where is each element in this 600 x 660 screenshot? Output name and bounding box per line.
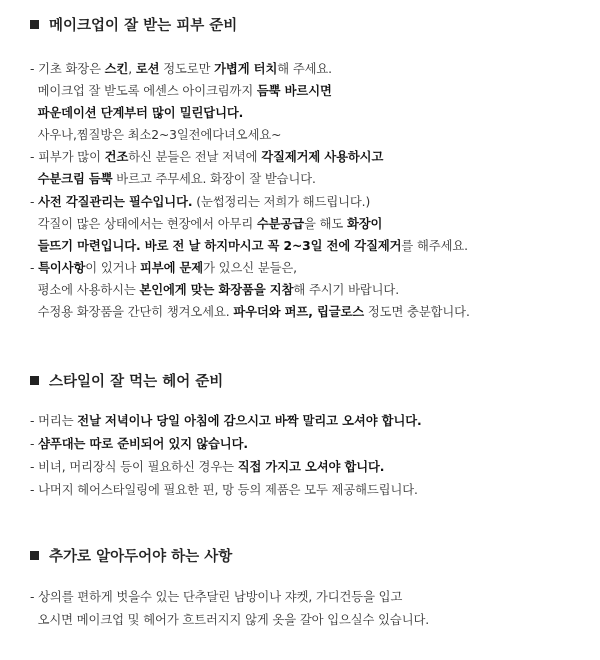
text-segment: 오시면 메이크업 및 헤어가 흐트러지지 않게 옷을 갈아 입으실수 있습니다. xyxy=(30,613,430,627)
text-line xyxy=(30,169,316,189)
bold-text: 로션 xyxy=(135,62,160,76)
text-segment: 사우나,찜질방은 최소2~3일전에다녀오세요~ xyxy=(30,128,282,142)
text-line xyxy=(30,125,281,145)
text-segment: - 상의를 편하게 벗을수 있는 단추달린 남방이나 쟈켓, 가디건등을 입고 xyxy=(30,590,403,604)
bold-text: 직접 가지고 오셔야 합니다. xyxy=(237,460,385,474)
section-heading xyxy=(30,544,232,566)
text-segment: - 비녀, 머리장식 등이 필요하신 경우는 xyxy=(30,460,238,474)
bold-text: 수분공급 xyxy=(256,217,305,231)
text-segment: , xyxy=(128,62,136,76)
text-line xyxy=(30,480,418,500)
text-line xyxy=(30,81,332,101)
text-segment: 하신 분들은 전날 저녁에 xyxy=(128,150,262,164)
text-line xyxy=(30,147,383,167)
text-segment: 해 주세요. xyxy=(277,62,332,76)
bold-text: 본인에게 맞는 화장품을 지참 xyxy=(139,283,294,297)
bold-text: 가볍게 터치 xyxy=(214,62,278,76)
text-segment: - 피부가 많이 xyxy=(30,150,105,164)
text-line xyxy=(30,457,384,477)
section-heading-text: 메이크업이 잘 받는 피부 준비 xyxy=(49,17,238,34)
text-segment: 평소에 사용하시는 xyxy=(30,283,140,297)
text-segment: - xyxy=(30,437,39,451)
bold-text: 건조 xyxy=(104,150,129,164)
text-segment: 메이크업 잘 받도록 에센스 아이크림까지 xyxy=(30,84,257,98)
text-segment: 를 해주세요. xyxy=(401,239,468,253)
text-segment: - xyxy=(30,195,39,209)
text-segment: 해 주시기 바랍니다. xyxy=(293,283,400,297)
text-line xyxy=(30,214,382,234)
text-segment: - xyxy=(30,261,39,275)
section-heading-text: 스타일이 잘 먹는 헤어 준비 xyxy=(49,373,224,390)
bold-text: 수분크림 듬뿍 xyxy=(37,172,113,186)
bold-text: 피부에 문제 xyxy=(140,261,204,275)
text-line xyxy=(30,192,370,212)
bold-text: 화장이 xyxy=(347,217,383,231)
text-segment: (눈썹정리는 저희가 해드립니다.) xyxy=(192,195,371,209)
text-line xyxy=(30,434,248,454)
text-line xyxy=(30,59,332,79)
bold-text: 스킨 xyxy=(104,62,129,76)
text-line xyxy=(30,280,399,300)
text-segment: 바르고 주무세요. 화장이 잘 받습니다. xyxy=(112,172,316,186)
bold-text: 파우더와 퍼프, 립글로스 xyxy=(233,305,365,319)
text-line xyxy=(30,302,470,322)
section-heading-text: 추가로 알아두어야 하는 사항 xyxy=(49,548,233,565)
text-segment: 정도로만 xyxy=(159,62,215,76)
text-line xyxy=(30,411,422,431)
text-segment: 가 있으신 분들은, xyxy=(203,261,297,275)
text-segment xyxy=(30,172,38,186)
text-line xyxy=(30,236,468,256)
bold-text: 듬뿍 바르시면 xyxy=(256,84,332,98)
bold-text: 각질제거제 사용하시고 xyxy=(261,150,384,164)
square-bullet-icon xyxy=(30,551,39,560)
bold-text: 사전 각질관리는 필수입니다. xyxy=(38,195,193,209)
square-bullet-icon xyxy=(30,376,39,385)
text-segment: 을 해도 xyxy=(304,217,347,231)
section-heading xyxy=(30,369,223,391)
text-line xyxy=(30,587,402,607)
bold-text: 들뜨기 마련입니다. 바로 전 날 하지마시고 꼭 2~3일 전에 각질제거 xyxy=(37,239,402,253)
text-segment: 각질이 많은 상태에서는 현장에서 아무리 xyxy=(30,217,257,231)
bold-text: 파운데이션 단계부터 많이 밀린답니다. xyxy=(37,106,244,120)
bold-text: 샴푸대는 따로 준비되어 있지 않습니다. xyxy=(38,437,248,451)
text-segment: - 나머지 헤어스타일링에 필요한 핀, 망 등의 제품은 모두 제공해드립니다. xyxy=(30,483,418,497)
text-segment: 이 있거나 xyxy=(85,261,141,275)
square-bullet-icon xyxy=(30,20,39,29)
text-segment xyxy=(30,106,38,120)
section-heading xyxy=(30,13,237,35)
text-line xyxy=(30,258,297,278)
bold-text: 전날 저녁이나 당일 아침에 감으시고 바짝 말리고 오셔야 합니다. xyxy=(77,414,422,428)
text-line xyxy=(30,103,243,123)
text-segment: - 기초 화장은 xyxy=(30,62,105,76)
bold-text: 특이사항 xyxy=(38,261,86,275)
text-segment: 정도면 충분합니다. xyxy=(364,305,470,319)
text-segment xyxy=(30,239,38,253)
text-line xyxy=(30,610,429,630)
text-segment: 수정용 화장품을 간단히 챙겨오세요. xyxy=(30,305,234,319)
text-segment: - 머리는 xyxy=(30,414,78,428)
